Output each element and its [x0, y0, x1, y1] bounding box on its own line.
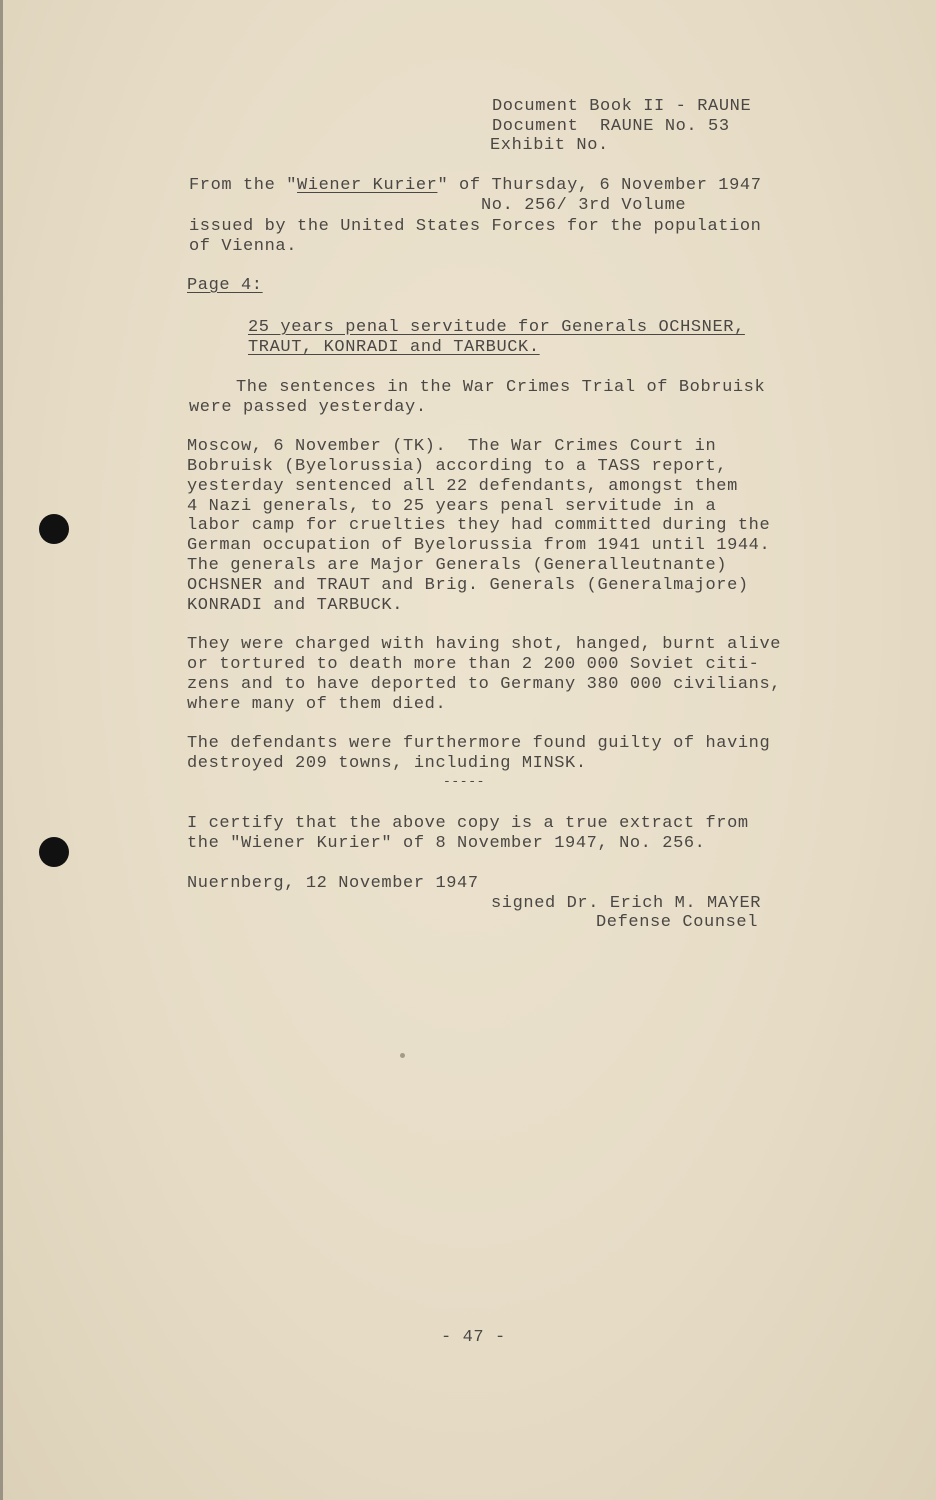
para1-line: 4 Nazi generals, to 25 years penal servitude in a: [187, 497, 717, 516]
para2-line: zens and to have deported to Germany 380 000 civilians,: [187, 675, 782, 694]
signature-title: Defense Counsel: [596, 913, 759, 932]
page-number: - 47 -: [441, 1328, 506, 1347]
signature-name: signed Dr. Erich M. MAYER: [491, 894, 762, 913]
para1-line: labor camp for cruelties they had committed during the: [187, 516, 771, 535]
lead-line-1: The sentences in the War Crimes Trial of Bobruisk: [236, 378, 766, 397]
para1-line: OCHSNER and TRAUT and Brig. Generals (Generalmajore): [187, 576, 749, 595]
certify-line: the "Wiener Kurier" of 8 November 1947, No. 256.: [187, 834, 706, 853]
headline-line-1: 25 years penal servitude for Generals OCHSNER,: [248, 318, 745, 337]
certify-line: I certify that the above copy is a true extract from: [187, 814, 749, 833]
source-date: " of Thursday, 6 November 1947: [437, 176, 762, 195]
para1-line: KONRADI and TARBUCK.: [187, 596, 404, 615]
para1-line: German occupation of Byelorussia from 1941 until 1944.: [187, 536, 771, 555]
source-volume: No. 256/ 3rd Volume: [481, 196, 687, 215]
source-prefix: From the ": [189, 176, 298, 195]
source-issuer: issued by the United States Forces for the population: [189, 217, 762, 236]
punch-hole-lower: [39, 837, 69, 867]
source-newspaper-title: Wiener Kurier: [297, 176, 438, 195]
para1-line: Moscow, 6 November (TK). The War Crimes Court in: [187, 437, 717, 456]
para2-line: or tortured to death more than 2 200 000 Soviet citi-: [187, 655, 760, 674]
page-edge: [0, 0, 3, 1500]
source-population: of Vienna.: [189, 237, 298, 256]
para2-line: where many of them died.: [187, 695, 447, 714]
punch-hole-upper: [39, 514, 69, 544]
para2-line: They were charged with having shot, hanged, burnt alive: [187, 635, 782, 654]
header-exhibit-number: Exhibit No.: [490, 136, 609, 155]
place-date: Nuernberg, 12 November 1947: [187, 874, 479, 893]
para3-line: destroyed 209 towns, including MINSK.: [187, 754, 587, 773]
header-document-book: Document Book II - RAUNE: [492, 97, 752, 116]
lead-line-2: were passed yesterday.: [189, 398, 427, 417]
separator: -----: [443, 774, 486, 789]
para1-line: Bobruisk (Byelorussia) according to a TASS report,: [187, 457, 728, 476]
source-line-1: [189, 176, 762, 196]
para1-line: yesterday sentenced all 22 defendants, amongst them: [187, 477, 738, 496]
para3-line: The defendants were furthermore found guilty of having: [187, 734, 771, 753]
page-reference: Page 4:: [187, 276, 263, 295]
para1-line: The generals are Major Generals (Generalleutnante): [187, 556, 728, 575]
headline-line-2: TRAUT, KONRADI and TARBUCK.: [248, 338, 540, 357]
header-document-number: Document RAUNE No. 53: [492, 117, 730, 136]
paper-speck: [400, 1053, 405, 1058]
